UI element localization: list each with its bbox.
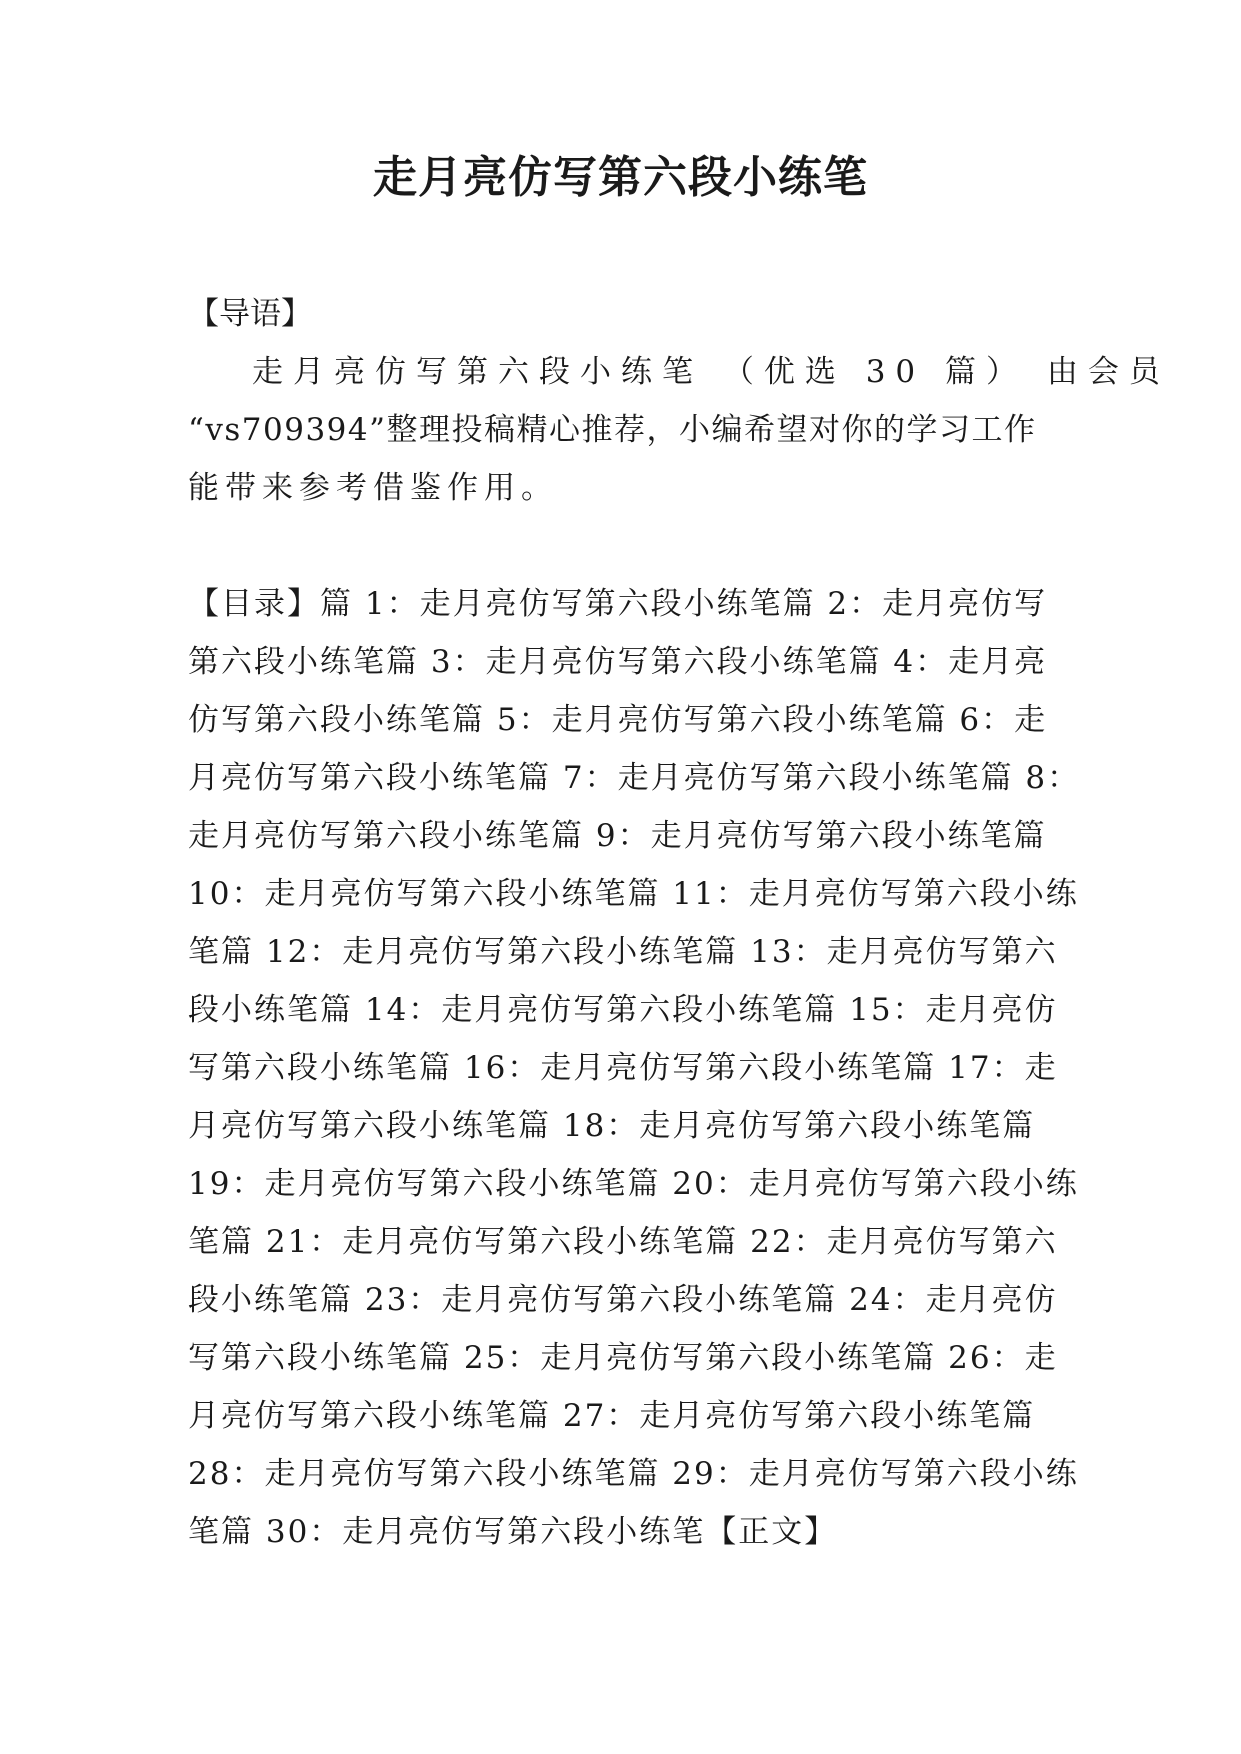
table-of-contents: [188, 575, 1081, 1561]
toc-line: 仿写第六段小练笔篇 5：走月亮仿写第六段小练笔篇 6：走: [188, 702, 1048, 738]
toc-line: 段小练笔篇 14：走月亮仿写第六段小练笔篇 15：走月亮仿: [188, 992, 1058, 1028]
intro-label: 【导语】: [188, 296, 312, 332]
intro-section-label: [188, 285, 1048, 343]
toc-line: 28：走月亮仿写第六段小练笔篇 29：走月亮仿写第六段小练: [188, 1456, 1079, 1492]
toc-line: 第六段小练笔篇 3：走月亮仿写第六段小练笔篇 4：走月亮: [188, 644, 1048, 680]
toc-line: 【目录】篇 1：走月亮仿写第六段小练笔篇 2：走月亮仿写: [188, 586, 1048, 622]
toc-line: 笔篇 12：走月亮仿写第六段小练笔篇 13：走月亮仿写第六: [188, 934, 1058, 970]
intro-line: 能带来参考借鉴作用。: [188, 470, 558, 506]
toc-line: 段小练笔篇 23：走月亮仿写第六段小练笔篇 24：走月亮仿: [188, 1282, 1058, 1318]
document-title: 走月亮仿写第六段小练笔: [373, 152, 868, 203]
toc-line: 10：走月亮仿写第六段小练笔篇 11：走月亮仿写第六段小练: [188, 876, 1079, 912]
intro-paragraph: [188, 343, 1170, 517]
intro-line: “vs709394”整理投稿精心推荐，小编希望对你的学习工作: [188, 412, 1037, 448]
toc-line: 笔篇 30：走月亮仿写第六段小练笔【正文】: [188, 1514, 838, 1550]
toc-line: 笔篇 21：走月亮仿写第六段小练笔篇 22：走月亮仿写第六: [188, 1224, 1058, 1260]
toc-line: 月亮仿写第六段小练笔篇 18：走月亮仿写第六段小练笔篇: [188, 1108, 1036, 1144]
toc-line: 写第六段小练笔篇 16：走月亮仿写第六段小练笔篇 17：走: [188, 1050, 1058, 1086]
toc-line: 19：走月亮仿写第六段小练笔篇 20：走月亮仿写第六段小练: [188, 1166, 1079, 1202]
toc-line: 月亮仿写第六段小练笔篇 27：走月亮仿写第六段小练笔篇: [188, 1398, 1036, 1434]
intro-line: 走月亮仿写第六段小练笔 （优选 30 篇） 由会员: [252, 354, 1170, 390]
toc-line: 走月亮仿写第六段小练笔篇 9：走月亮仿写第六段小练笔篇: [188, 818, 1047, 854]
toc-line: 写第六段小练笔篇 25：走月亮仿写第六段小练笔篇 26：走: [188, 1340, 1058, 1376]
toc-line: 月亮仿写第六段小练笔篇 7：走月亮仿写第六段小练笔篇 8：: [188, 760, 1081, 796]
